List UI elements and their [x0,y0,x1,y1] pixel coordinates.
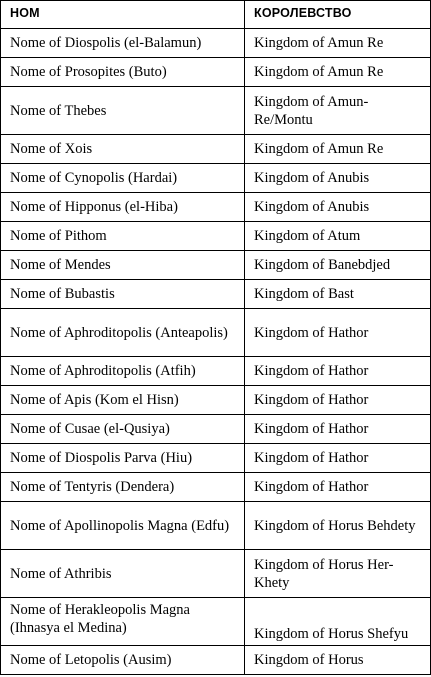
cell-nome: Nome of Cynopolis (Hardai) [1,164,245,193]
cell-kingdom: Kingdom of Horus Shefyu [245,598,431,646]
header-kingdom: КОРОЛЕВСТВО [245,1,431,29]
table-row [1,251,431,280]
cell-kingdom: Kingdom of Banebdjed [245,251,431,280]
cell-nome: Nome of Herakleopolis Magna (Ihnasya el Medina) [1,598,245,646]
table-row [1,135,431,164]
table-row [1,164,431,193]
cell-nome: Nome of Apollinopolis Magna (Edfu) [1,502,245,550]
table-row [1,193,431,222]
table-row [1,502,431,550]
cell-kingdom: Kingdom of Hathor [245,444,431,473]
cell-nome: Nome of Mendes [1,251,245,280]
cell-nome: Nome of Hipponus (el-Hiba) [1,193,245,222]
cell-kingdom: Kingdom of Amun Re [245,58,431,87]
header-row [1,1,431,29]
cell-kingdom: Kingdom of Hathor [245,415,431,444]
cell-kingdom: Kingdom of Bast [245,280,431,309]
table-row [1,646,431,675]
table-row [1,598,431,646]
cell-nome: Nome of Cusae (el-Qusiya) [1,415,245,444]
cell-kingdom: Kingdom of Amun-Re/Montu [245,87,431,135]
table-row [1,309,431,357]
table-row [1,357,431,386]
cell-nome: Nome of Tentyris (Dendera) [1,473,245,502]
cell-nome: Nome of Diospolis (el-Balamun) [1,29,245,58]
cell-kingdom: Kingdom of Atum [245,222,431,251]
cell-kingdom: Kingdom of Horus Behdety [245,502,431,550]
cell-kingdom: Kingdom of Anubis [245,164,431,193]
cell-kingdom: Kingdom of Horus [245,646,431,675]
cell-kingdom: Kingdom of Hathor [245,357,431,386]
table-row [1,29,431,58]
cell-nome: Nome of Apis (Kom el Hisn) [1,386,245,415]
table-row [1,444,431,473]
cell-nome: Nome of Athribis [1,550,245,598]
cell-nome: Nome of Diospolis Parva (Hiu) [1,444,245,473]
cell-nome: Nome of Aphroditopolis (Anteapolis) [1,309,245,357]
cell-kingdom: Kingdom of Hathor [245,386,431,415]
cell-kingdom: Kingdom of Amun Re [245,29,431,58]
cell-kingdom: Kingdom of Hathor [245,309,431,357]
table-row [1,386,431,415]
cell-nome: Nome of Thebes [1,87,245,135]
table-row [1,87,431,135]
cell-kingdom: Kingdom of Anubis [245,193,431,222]
table-row [1,58,431,87]
cell-kingdom: Kingdom of Hathor [245,473,431,502]
header-nome: НОМ [1,1,245,29]
cell-nome: Nome of Xois [1,135,245,164]
cell-kingdom: Kingdom of Horus Her-Khety [245,550,431,598]
table-row [1,222,431,251]
table-row [1,280,431,309]
cell-nome: Nome of Prosopites (Buto) [1,58,245,87]
cell-nome: Nome of Aphroditopolis (Atfih) [1,357,245,386]
table-row [1,550,431,598]
cell-nome: Nome of Pithom [1,222,245,251]
table-row [1,473,431,502]
table-row [1,415,431,444]
cell-kingdom: Kingdom of Amun Re [245,135,431,164]
cell-nome: Nome of Letopolis (Ausim) [1,646,245,675]
cell-nome: Nome of Bubastis [1,280,245,309]
